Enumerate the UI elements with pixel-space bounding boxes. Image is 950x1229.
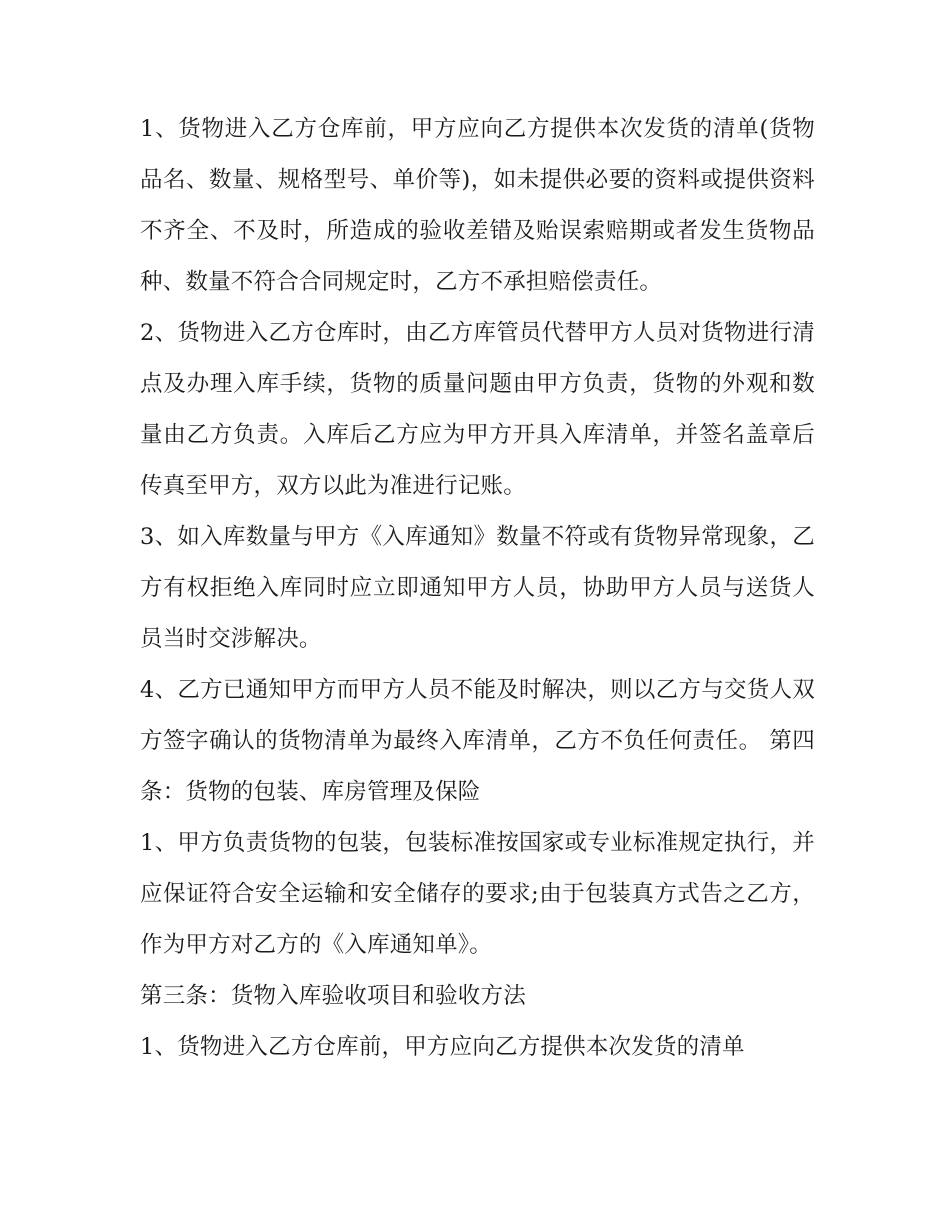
document-body <box>140 104 815 1073</box>
paragraph-clause-1-repeat: 1、货物进入乙方仓库前，甲方应向乙方提供本次发货的清单 <box>140 1034 745 1060</box>
paragraph-clause-4: 4、乙方已通知甲方而甲方人员不能及时解决，则以乙方与交货人双方签字确认的货物清单为最终入库清单，乙方不负任何责任。 第四条：货物的包装、库房管理及保险 <box>140 677 815 805</box>
paragraph-clause-1: 1、货物进入乙方仓库前，甲方应向乙方提供本次发货的清单(货物品名、数量、规格型号、单价等)，如未提供必要的资料或提供资料不齐全、不及时，所造成的验收差错及贻误索赔期或者发生货物品种、数量不符合合同规定时，乙方不承担赔偿责任。 <box>140 116 815 295</box>
paragraph-packaging-1: 1、甲方负责货物的包装，包装标准按国家或专业标准规定执行，并应保证符合安全运输和安全储存的要求;由于包装真方式告之乙方，作为甲方对乙方的《入库通知单》。 <box>140 830 815 958</box>
section-heading-article-3: 第三条：货物入库验收项目和验收方法 <box>140 983 526 1009</box>
paragraph-clause-2: 2、货物进入乙方仓库时，由乙方库管员代替甲方人员对货物进行清点及办理入库手续，货物的质量问题由甲方负责，货物的外观和数量由乙方负责。入库后乙方应为甲方开具入库清单，并签名盖章后传真至甲方，双方以此为准进行记账。 <box>140 320 815 499</box>
paragraph-clause-3: 3、如入库数量与甲方《入库通知》数量不符或有货物异常现象，乙方有权拒绝入库同时应立即通知甲方人员，协助甲方人员与送货人员当时交涉解决。 <box>140 524 815 652</box>
